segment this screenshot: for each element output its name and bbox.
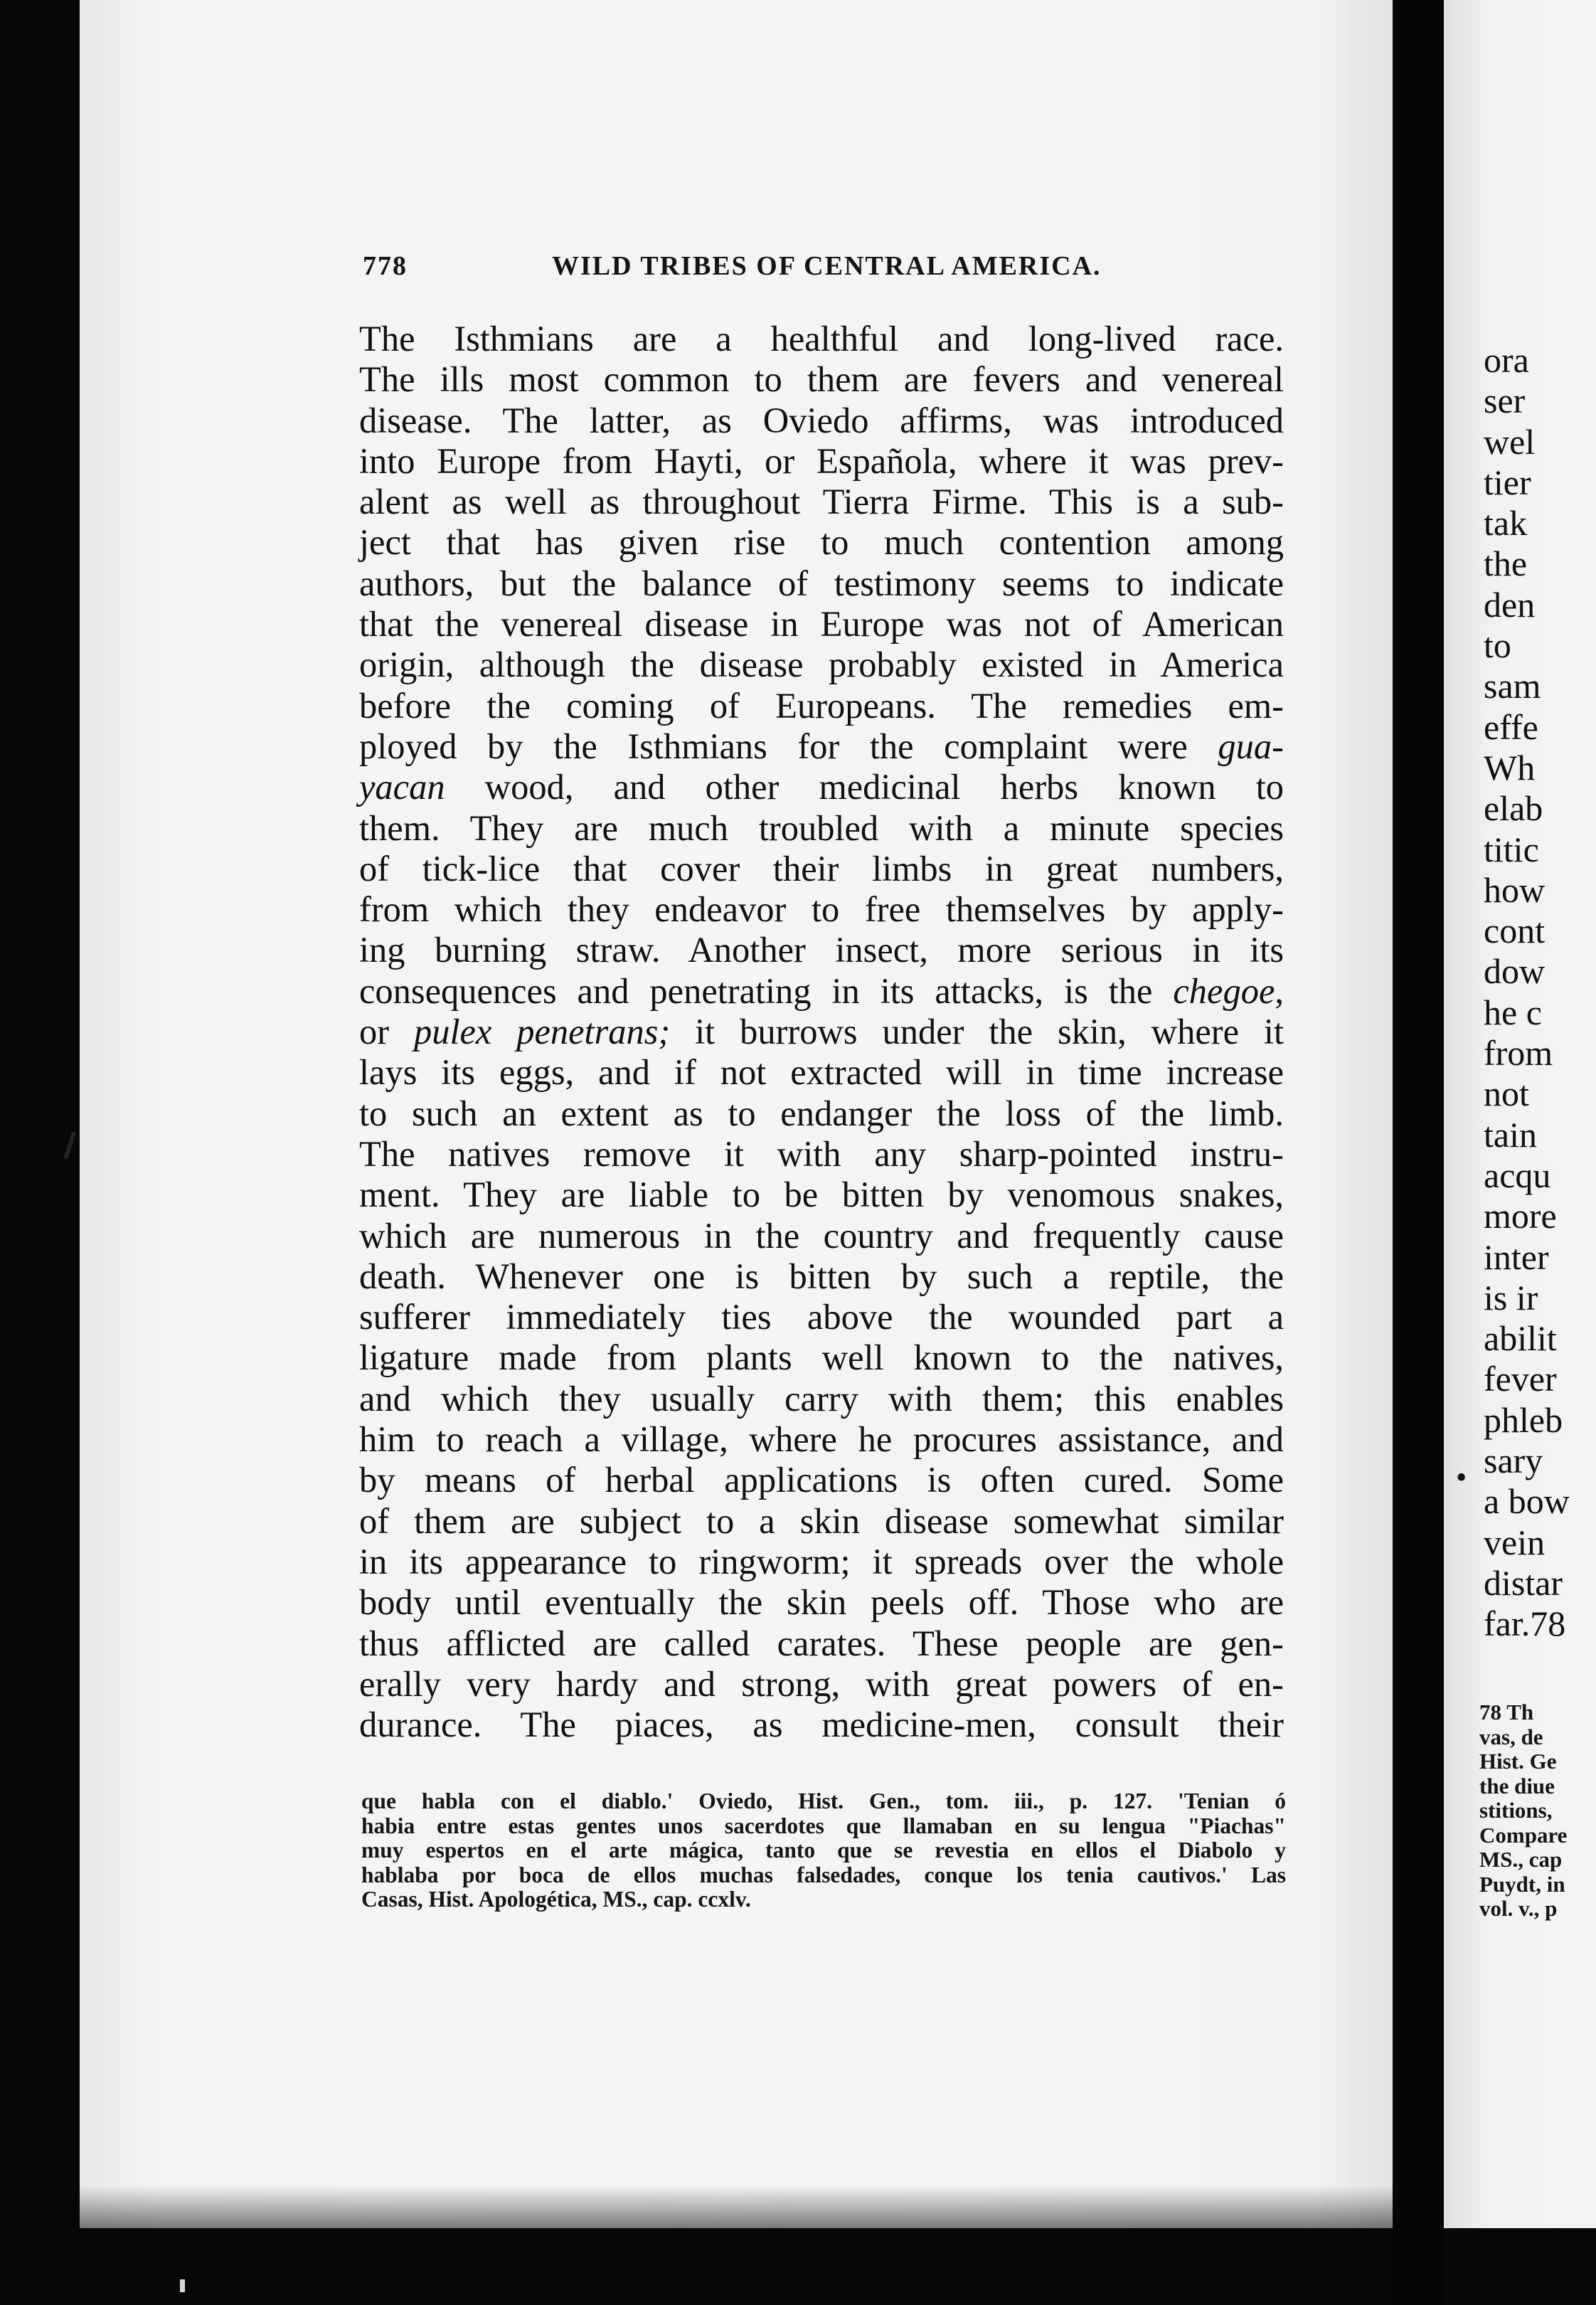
right-page-line-fragment: he c [1484,992,1542,1032]
body-line: which are numerous in the country and frequently cause [359,1215,1284,1256]
body-line: before the coming of Europeans. The remedies em- [359,685,1284,726]
right-page-line-fragment: tier [1484,462,1531,502]
body-line: yacan wood, and other medicinal herbs known to [359,767,1284,807]
right-page-line-fragment: ora [1484,340,1529,380]
body-line: alent as well as throughout Tierra Firme. This is a sub- [359,482,1284,522]
right-page-line-fragment: cont [1484,911,1546,951]
right-page-line-fragment: far.78 [1484,1604,1566,1644]
right-page-note-fragment: vas, de [1479,1724,1543,1749]
right-page-text-fragments [1484,340,1596,1645]
footnote-line: que habla con el diablo.' Oviedo, Hist. Gen., tom. iii., p. 127. 'Tenian ó [361,1789,1286,1813]
body-line: in its appearance to ringworm; it spreads over the whole [359,1541,1284,1581]
body-line: into Europe from Hayti, or Española, where it was prev- [359,440,1284,481]
footnote-line: muy espertos en el arte mágica, tanto que se revestia en ellos el Diabolo y [361,1838,1286,1862]
right-page-line-fragment: acqu [1484,1155,1551,1195]
right-page-line-fragment: to [1484,625,1511,666]
body-line: ployed by the Isthmians for the complaint were gua- [359,726,1284,766]
right-page-line-fragment: vein [1484,1522,1546,1562]
right-page-line-fragment: wel [1484,421,1536,462]
right-page-line-fragment: the [1484,544,1528,584]
body-line: disease. The latter, as Oviedo affirms, was introduced [359,400,1284,440]
right-page-line-fragment: tak [1484,503,1528,544]
page-header [363,250,1287,293]
right-page-line-fragment: sam [1484,666,1541,706]
book-gutter [1393,0,1444,2305]
body-line: The natives remove it with any sharp-pointed instru- [359,1133,1284,1174]
right-page-line-fragment: sary [1484,1441,1543,1481]
body-line: by means of herbal applications is often cured. Some [359,1460,1284,1500]
body-line: The ills most common to them are fevers and venereal [359,359,1284,400]
body-line: ligature made from plants well known to the natives, [359,1337,1284,1378]
body-line: from which they endeavor to free themselves by apply- [359,889,1284,930]
body-line: consequences and penetrating in its attacks, is the chegoe, [359,970,1284,1011]
body-line: lays its eggs, and if not extracted will in time increase [359,1052,1284,1093]
right-page-line-fragment: fever [1484,1359,1557,1399]
body-line: them. They are much troubled with a minute species [359,807,1284,848]
body-line: him to reach a village, where he procures assistance, and [359,1419,1284,1460]
right-page-line-fragment: effe [1484,706,1538,747]
body-line: of them are subject to a skin disease somewhat similar [359,1500,1284,1541]
body-line: of tick-lice that cover their limbs in great numbers, [359,848,1284,889]
right-page-line-fragment: titic [1484,829,1539,869]
right-page-line-fragment: elab [1484,788,1543,829]
right-page-line-fragment: dow [1484,951,1546,992]
body-line: ject that has given rise to much contention among [359,522,1284,563]
right-page-line-fragment: inter [1484,1236,1549,1277]
right-page-note-fragment: Puydt, in [1479,1871,1565,1897]
body-line: or pulex penetrans; it burrows under the skin, where it [359,1012,1284,1052]
page-number: 778 [363,251,408,281]
body-line: death. Whenever one is bitten by such a reptile, the [359,1256,1284,1296]
right-page-line-fragment: distar [1484,1562,1563,1603]
main-body-text [359,319,1284,1745]
right-page-line-fragment: phleb [1484,1399,1563,1440]
right-page-footnote-fragments [1479,1700,1596,1922]
footnote-line: habia entre estas gentes unos sacerdotes que llamaban en su lengua "Piachas" [361,1813,1286,1838]
body-line: authors, but the balance of testimony seems to indicate [359,563,1284,603]
right-page-note-fragment: Hist. Ge [1479,1749,1557,1774]
body-line: body until eventually the skin peels off. Those who are [359,1582,1284,1623]
right-page-line-fragment: is ir [1484,1277,1538,1318]
footnote-line: Casas, Hist. Apologética, MS., cap. ccxlv. [361,1887,751,1912]
right-page-line-fragment: not [1484,1074,1529,1114]
right-page-line-fragment: more [1484,1196,1557,1236]
body-line: sufferer immediately ties above the wounded part a [359,1297,1284,1337]
right-page-line-fragment: from [1484,1033,1553,1074]
body-line: erally very hardy and strong, with great powers of en- [359,1663,1284,1704]
right-page-note-fragment: Compare [1479,1822,1568,1848]
footnote-line: hablaba por boca de ellos muchas falsedades, conque los tenia cautivos.' Las [361,1862,1286,1887]
right-page-line-fragment: tain [1484,1114,1537,1155]
right-page-note-fragment: 78 Th [1479,1700,1534,1724]
right-page-line-fragment: abilit [1484,1318,1557,1359]
body-line: and which they usually carry with them; this enables [359,1378,1284,1419]
running-head: WILD TRIBES OF CENTRAL AMERICA. [552,251,1102,281]
right-page-line-fragment: ser [1484,381,1526,421]
body-line: The Isthmians are a healthful and long-lived race. [359,319,1284,359]
body-line: ing burning straw. Another insect, more serious in its [359,930,1284,970]
margin-speck [63,1131,76,1160]
right-page-line-fragment: how [1484,869,1546,910]
body-line: origin, although the disease probably existed in America [359,645,1284,685]
right-page-line-fragment: Wh [1484,747,1536,788]
footnote-block [361,1789,1286,1912]
body-line: thus afflicted are called carates. These people are gen- [359,1623,1284,1663]
right-page-note-fragment: the diue [1479,1773,1555,1798]
body-line: durance. The piaces, as medicine-men, consult their [359,1705,1284,1745]
bottom-speck [180,2279,185,2292]
right-page-note-fragment: vol. v., p [1479,1896,1558,1921]
margin-dot: • [1454,1464,1469,1493]
right-page-note-fragment: stitions, [1479,1798,1553,1823]
body-line: that the venereal disease in Europe was not of American [359,604,1284,645]
right-page-note-fragment: MS., cap [1479,1847,1563,1872]
body-line: to such an extent as to endanger the loss of the limb. [359,1093,1284,1133]
right-page-line-fragment: a bow [1484,1481,1570,1522]
body-line: ment. They are liable to be bitten by venomous snakes, [359,1175,1284,1215]
right-page-line-fragment: den [1484,584,1536,625]
